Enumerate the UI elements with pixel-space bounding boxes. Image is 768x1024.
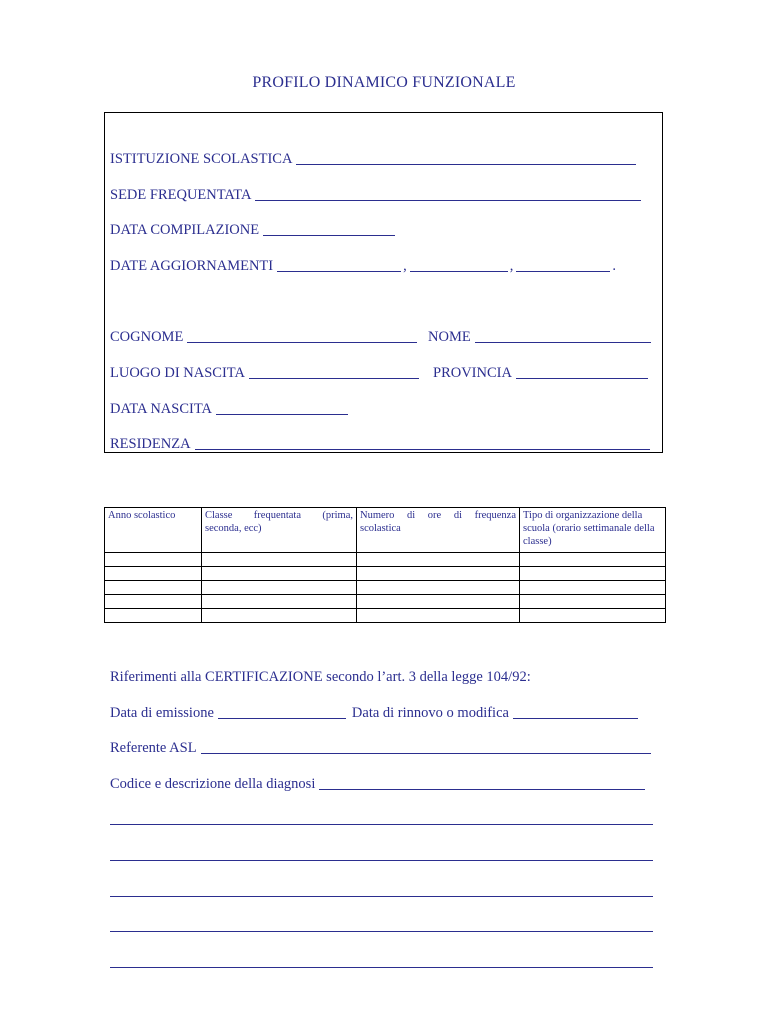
table-cell[interactable]	[105, 609, 202, 623]
aggiornamento-2-input-line[interactable]	[410, 257, 508, 272]
nome-label: NOME	[428, 329, 471, 345]
page-title: PROFILO DINAMICO FUNZIONALE	[252, 74, 516, 91]
table-cell[interactable]	[357, 609, 520, 623]
table-cell[interactable]	[357, 581, 520, 595]
diagnosi-line-2[interactable]	[110, 860, 653, 861]
table-row	[105, 609, 666, 623]
header-classe-frequentata: Classe frequentata (prima, seconda, ecc)	[202, 508, 357, 553]
table-cell[interactable]	[105, 595, 202, 609]
table-cell[interactable]	[520, 581, 666, 595]
codice-diagnosi-field	[110, 773, 645, 793]
diagnosi-line-1[interactable]	[110, 824, 653, 825]
table-cell[interactable]	[105, 567, 202, 581]
date-aggiornamenti-field: DATE AGGIORNAMENTI , , .	[110, 258, 616, 274]
table-cell[interactable]	[105, 581, 202, 595]
table-cell[interactable]	[202, 553, 357, 567]
table-cell[interactable]	[202, 609, 357, 623]
residenza-field	[110, 433, 650, 453]
table-cell[interactable]	[520, 567, 666, 581]
table-cell[interactable]	[357, 553, 520, 567]
codice-diagnosi-label: Codice e descrizione della diagnosi	[110, 776, 316, 792]
data-emissione-label: Data di emissione	[110, 705, 214, 721]
data-nascita-field	[110, 398, 348, 418]
data-emissione-input-line[interactable]	[218, 704, 346, 719]
table-cell[interactable]	[357, 567, 520, 581]
header-numero-ore: Numero di ore di frequenza scolastica	[357, 508, 520, 553]
referente-label: Referente ASL	[110, 740, 197, 756]
cognome-input-line[interactable]	[187, 328, 417, 343]
data-rinnovo-label: Data di rinnovo o modifica	[351, 705, 509, 721]
table-header-row	[105, 508, 666, 553]
aggiornamento-3-input-line[interactable]	[516, 257, 610, 272]
data-nascita-input-line[interactable]	[216, 400, 348, 415]
table-row	[105, 553, 666, 567]
nome-input-line[interactable]	[475, 328, 651, 343]
data-emissione-field	[110, 702, 638, 722]
data-compilazione-field	[110, 219, 395, 239]
cognome-field	[110, 326, 417, 346]
certification-heading-text: Riferimenti alla CERTIFICAZIONE secondo l’art. 3 della legge 104/92:	[110, 669, 531, 685]
table-row	[105, 567, 666, 581]
table-row	[105, 581, 666, 595]
table-cell[interactable]	[105, 553, 202, 567]
table-cell[interactable]	[520, 553, 666, 567]
table-cell[interactable]	[202, 567, 357, 581]
provincia-label: PROVINCIA	[433, 365, 512, 381]
residenza-input-line[interactable]	[195, 435, 650, 450]
istituzione-input-line[interactable]	[296, 150, 636, 165]
data-compilazione-label: DATA COMPILAZIONE	[110, 222, 260, 238]
provincia-input-line[interactable]	[516, 364, 648, 379]
referente-input-line[interactable]	[201, 739, 651, 754]
date-aggiornamenti-label: DATE AGGIORNAMENTI	[110, 258, 274, 274]
diagnosi-line-4[interactable]	[110, 931, 653, 932]
residenza-label: RESIDENZA	[110, 436, 191, 452]
data-rinnovo-input-line[interactable]	[513, 704, 638, 719]
header-anno-scolastico: Anno scolastico	[105, 508, 202, 553]
luogo-nascita-label: LUOGO DI NASCITA	[110, 365, 245, 381]
school-history-table	[104, 507, 666, 623]
table-row	[105, 595, 666, 609]
data-compilazione-input-line[interactable]	[263, 221, 395, 236]
data-nascita-label: DATA NASCITA	[110, 401, 213, 417]
luogo-nascita-input-line[interactable]	[249, 364, 419, 379]
aggiornamento-1-input-line[interactable]	[277, 257, 401, 272]
codice-diagnosi-input-line[interactable]	[319, 775, 645, 790]
luogo-nascita-field	[110, 362, 419, 382]
referente-field	[110, 737, 651, 757]
istituzione-label: ISTITUZIONE SCOLASTICA	[110, 151, 293, 167]
cognome-label: COGNOME	[110, 329, 184, 345]
provincia-field	[433, 362, 648, 382]
sede-label: SEDE FREQUENTATA	[110, 187, 252, 203]
table-cell[interactable]	[520, 595, 666, 609]
table-cell[interactable]	[357, 595, 520, 609]
certification-heading	[110, 666, 531, 686]
diagnosi-line-5[interactable]	[110, 967, 653, 968]
sede-field	[110, 184, 641, 204]
header-tipo-organizzazione: Tipo di organizzazione della scuola (orario settimanale della classe)	[520, 508, 666, 553]
table-cell[interactable]	[202, 581, 357, 595]
diagnosi-line-3[interactable]	[110, 896, 653, 897]
table-cell[interactable]	[202, 595, 357, 609]
nome-field	[428, 326, 651, 346]
sede-input-line[interactable]	[255, 186, 641, 201]
table-cell[interactable]	[520, 609, 666, 623]
istituzione-field	[110, 148, 636, 168]
